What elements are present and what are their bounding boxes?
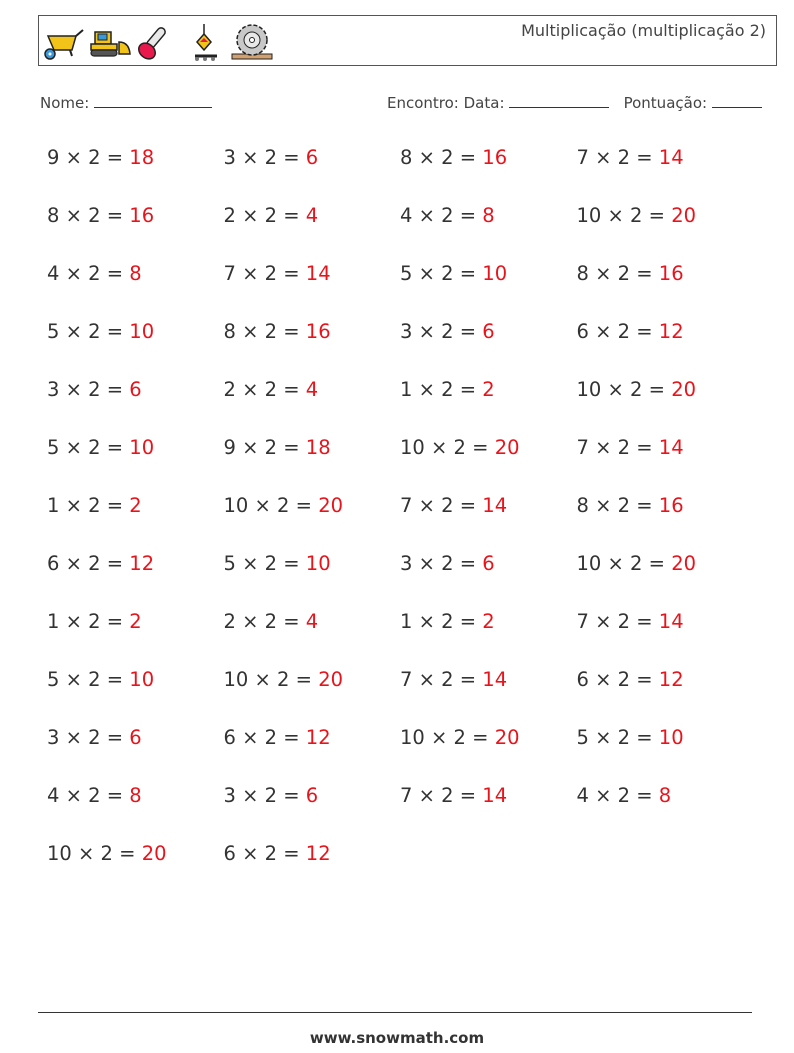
problem-answer: 2: [129, 494, 142, 517]
problem-answer: 14: [482, 494, 508, 517]
problem-question: 7 × 2 =: [400, 494, 483, 517]
problem-row: [47, 784, 753, 842]
problem-answer: 2: [482, 378, 495, 401]
problem-item: [577, 146, 754, 169]
problem-answer: 6: [482, 552, 495, 575]
problem-question: 4 × 2 =: [400, 204, 483, 227]
problem-item: [47, 320, 224, 343]
problem-question: 7 × 2 =: [576, 436, 659, 459]
problem-item: [47, 552, 224, 575]
problem-question: 10 × 2 =: [576, 552, 672, 575]
problem-item: [400, 320, 577, 343]
problem-question: 4 × 2 =: [47, 784, 130, 807]
problem-question: 3 × 2 =: [223, 784, 306, 807]
problem-item: [577, 726, 754, 749]
problem-question: 2 × 2 =: [223, 204, 306, 227]
problem-question: 7 × 2 =: [400, 784, 483, 807]
problem-question: 4 × 2 =: [576, 784, 659, 807]
problem-question: 7 × 2 =: [400, 668, 483, 691]
problem-answer: 6: [305, 146, 319, 169]
problem-answer: 20: [318, 668, 344, 691]
problem-grid: [47, 146, 753, 900]
problem-question: 10 × 2 =: [47, 842, 142, 865]
problem-question: 10 × 2 =: [576, 378, 672, 401]
problem-answer: 14: [305, 262, 331, 285]
problem-answer: 16: [658, 494, 684, 517]
problem-item: [400, 436, 577, 459]
problem-answer: 10: [129, 668, 155, 691]
date-score-field: [387, 93, 762, 112]
score-blank[interactable]: [712, 93, 762, 108]
problem-item: [47, 842, 224, 865]
problem-question: 6 × 2 =: [576, 668, 659, 691]
problem-item: [47, 784, 224, 807]
saw-blade-icon: [230, 22, 273, 62]
problem-question: 1 × 2 =: [47, 610, 130, 633]
problem-question: 1 × 2 =: [400, 610, 483, 633]
problem-item: [224, 552, 401, 575]
problem-item: [577, 784, 754, 807]
problem-item: [47, 262, 224, 285]
problem-question: 3 × 2 =: [223, 146, 306, 169]
problem-item: [47, 668, 224, 691]
problem-question: 8 × 2 =: [576, 262, 659, 285]
problem-item: [577, 494, 754, 517]
problem-question: 2 × 2 =: [223, 378, 306, 401]
problem-row: [47, 320, 753, 378]
problem-answer: 14: [482, 668, 508, 691]
problem-item: [224, 436, 401, 459]
problem-answer: 12: [658, 320, 684, 343]
problem-answer: 14: [658, 610, 684, 633]
problem-answer: 20: [494, 726, 520, 749]
problem-answer: 18: [129, 146, 155, 169]
problem-item: [47, 494, 224, 517]
problem-item: [400, 726, 577, 749]
problem-row: [47, 552, 753, 610]
problem-item: [47, 436, 224, 459]
problem-item: [224, 610, 401, 633]
problem-item: [224, 320, 401, 343]
problem-answer: 14: [658, 436, 684, 459]
problem-item: [577, 378, 754, 401]
problem-item: [47, 378, 224, 401]
problem-answer: 8: [129, 262, 142, 285]
problem-answer: 4: [305, 610, 319, 633]
problem-row: [47, 378, 753, 436]
problem-answer: 20: [671, 204, 697, 227]
problem-question: 5 × 2 =: [47, 320, 130, 343]
problem-question: 6 × 2 =: [223, 726, 306, 749]
problem-question: 5 × 2 =: [223, 552, 306, 575]
header-icons: [42, 22, 273, 62]
problem-question: 7 × 2 =: [576, 146, 659, 169]
problem-answer: 6: [129, 726, 142, 749]
problem-item: [400, 262, 577, 285]
problem-answer: 20: [494, 436, 520, 459]
problem-question: 9 × 2 =: [223, 436, 306, 459]
footer-url: www.snowmath.com: [309, 1029, 485, 1047]
problem-question: 5 × 2 =: [576, 726, 659, 749]
problem-item: [224, 262, 401, 285]
problem-question: 3 × 2 =: [400, 552, 483, 575]
problem-item: [400, 204, 577, 227]
problem-item: [224, 668, 401, 691]
problem-question: 3 × 2 =: [400, 320, 483, 343]
worksheet-header: [38, 15, 777, 66]
problem-item: [400, 668, 577, 691]
problem-item: [577, 552, 754, 575]
problem-item: [47, 610, 224, 633]
problem-answer: 18: [305, 436, 331, 459]
problem-question: 6 × 2 =: [223, 842, 306, 865]
problem-item: [400, 378, 577, 401]
problem-item: [577, 436, 754, 459]
problem-row: [47, 146, 753, 204]
problem-question: 10 × 2 =: [400, 436, 495, 459]
problem-answer: 12: [305, 842, 331, 865]
problem-item: [224, 842, 401, 865]
problem-question: 10 × 2 =: [223, 668, 319, 691]
problem-item: [577, 610, 754, 633]
problem-answer: 12: [658, 668, 684, 691]
problem-answer: 16: [658, 262, 684, 285]
footer-divider: [38, 1012, 752, 1013]
problem-row: [47, 726, 753, 784]
problem-question: 10 × 2 =: [400, 726, 495, 749]
problem-answer: 4: [305, 378, 319, 401]
chainsaw-icon: [136, 22, 179, 62]
problem-item: [400, 552, 577, 575]
problem-item: [400, 146, 577, 169]
problem-answer: 20: [318, 494, 344, 517]
problem-item: [47, 146, 224, 169]
problem-answer: 10: [305, 552, 331, 575]
problem-item: [577, 668, 754, 691]
problem-answer: 6: [305, 784, 319, 807]
problem-item: [577, 204, 754, 227]
problem-answer: 14: [482, 784, 508, 807]
problem-answer: 2: [129, 610, 142, 633]
name-field: [40, 93, 212, 112]
problem-item: [224, 784, 401, 807]
problem-question: 8 × 2 =: [223, 320, 306, 343]
problem-answer: 20: [671, 378, 697, 401]
wheelbarrow-icon: [42, 22, 85, 62]
problem-row: [47, 610, 753, 668]
problem-answer: 6: [129, 378, 142, 401]
problem-item: [224, 726, 401, 749]
problem-row: [47, 262, 753, 320]
problem-answer: 10: [482, 262, 508, 285]
encounter-date-label: Encontro: Data:: [387, 94, 505, 112]
problem-question: 3 × 2 =: [47, 726, 130, 749]
problem-answer: 6: [482, 320, 495, 343]
date-blank[interactable]: [509, 93, 609, 108]
problem-question: 1 × 2 =: [47, 494, 130, 517]
problem-question: 4 × 2 =: [47, 262, 130, 285]
problem-row: [47, 842, 753, 900]
crane-hook-icon: [183, 22, 226, 62]
problem-question: 3 × 2 =: [47, 378, 130, 401]
name-blank[interactable]: [94, 93, 212, 108]
worksheet-title: Multiplicação (multiplicação 2): [521, 21, 766, 40]
problem-row: [47, 204, 753, 262]
name-label: Nome:: [40, 94, 90, 112]
problem-question: 8 × 2 =: [400, 146, 483, 169]
problem-question: 9 × 2 =: [47, 146, 130, 169]
problem-answer: 12: [129, 552, 155, 575]
problem-answer: 20: [671, 552, 697, 575]
problem-question: 1 × 2 =: [400, 378, 483, 401]
problem-answer: 12: [305, 726, 331, 749]
problem-question: 10 × 2 =: [576, 204, 672, 227]
problem-question: 10 × 2 =: [223, 494, 319, 517]
problem-question: 8 × 2 =: [47, 204, 130, 227]
problem-row: [47, 494, 753, 552]
problem-answer: 8: [658, 784, 672, 807]
problem-item: [400, 494, 577, 517]
problem-question: 7 × 2 =: [223, 262, 306, 285]
problem-answer: 10: [129, 436, 155, 459]
problem-question: 6 × 2 =: [47, 552, 130, 575]
problem-answer: 2: [482, 610, 495, 633]
problem-item: [47, 204, 224, 227]
problem-row: [47, 436, 753, 494]
problem-question: 5 × 2 =: [47, 436, 130, 459]
problem-question: 7 × 2 =: [576, 610, 659, 633]
problem-item: [577, 262, 754, 285]
problem-answer: 16: [482, 146, 508, 169]
problem-item: [224, 146, 401, 169]
problem-answer: 10: [129, 320, 155, 343]
problem-question: 6 × 2 =: [576, 320, 659, 343]
problem-question: 5 × 2 =: [400, 262, 483, 285]
problem-item: [47, 726, 224, 749]
problem-item: [577, 320, 754, 343]
problem-item: [224, 378, 401, 401]
problem-question: 5 × 2 =: [47, 668, 130, 691]
problem-item: [400, 784, 577, 807]
problem-question: 2 × 2 =: [223, 610, 306, 633]
problem-answer: 14: [658, 146, 684, 169]
score-label: Pontuação:: [623, 94, 708, 112]
problem-answer: 10: [658, 726, 684, 749]
problem-answer: 16: [129, 204, 155, 227]
problem-answer: 8: [482, 204, 495, 227]
problem-answer: 8: [129, 784, 142, 807]
problem-item: [400, 610, 577, 633]
problem-item: [224, 204, 401, 227]
problem-item: [224, 494, 401, 517]
problem-answer: 4: [305, 204, 319, 227]
problem-question: 8 × 2 =: [576, 494, 659, 517]
bulldozer-icon: [89, 22, 132, 62]
problem-answer: 16: [305, 320, 331, 343]
problem-row: [47, 668, 753, 726]
problem-answer: 20: [141, 842, 167, 865]
